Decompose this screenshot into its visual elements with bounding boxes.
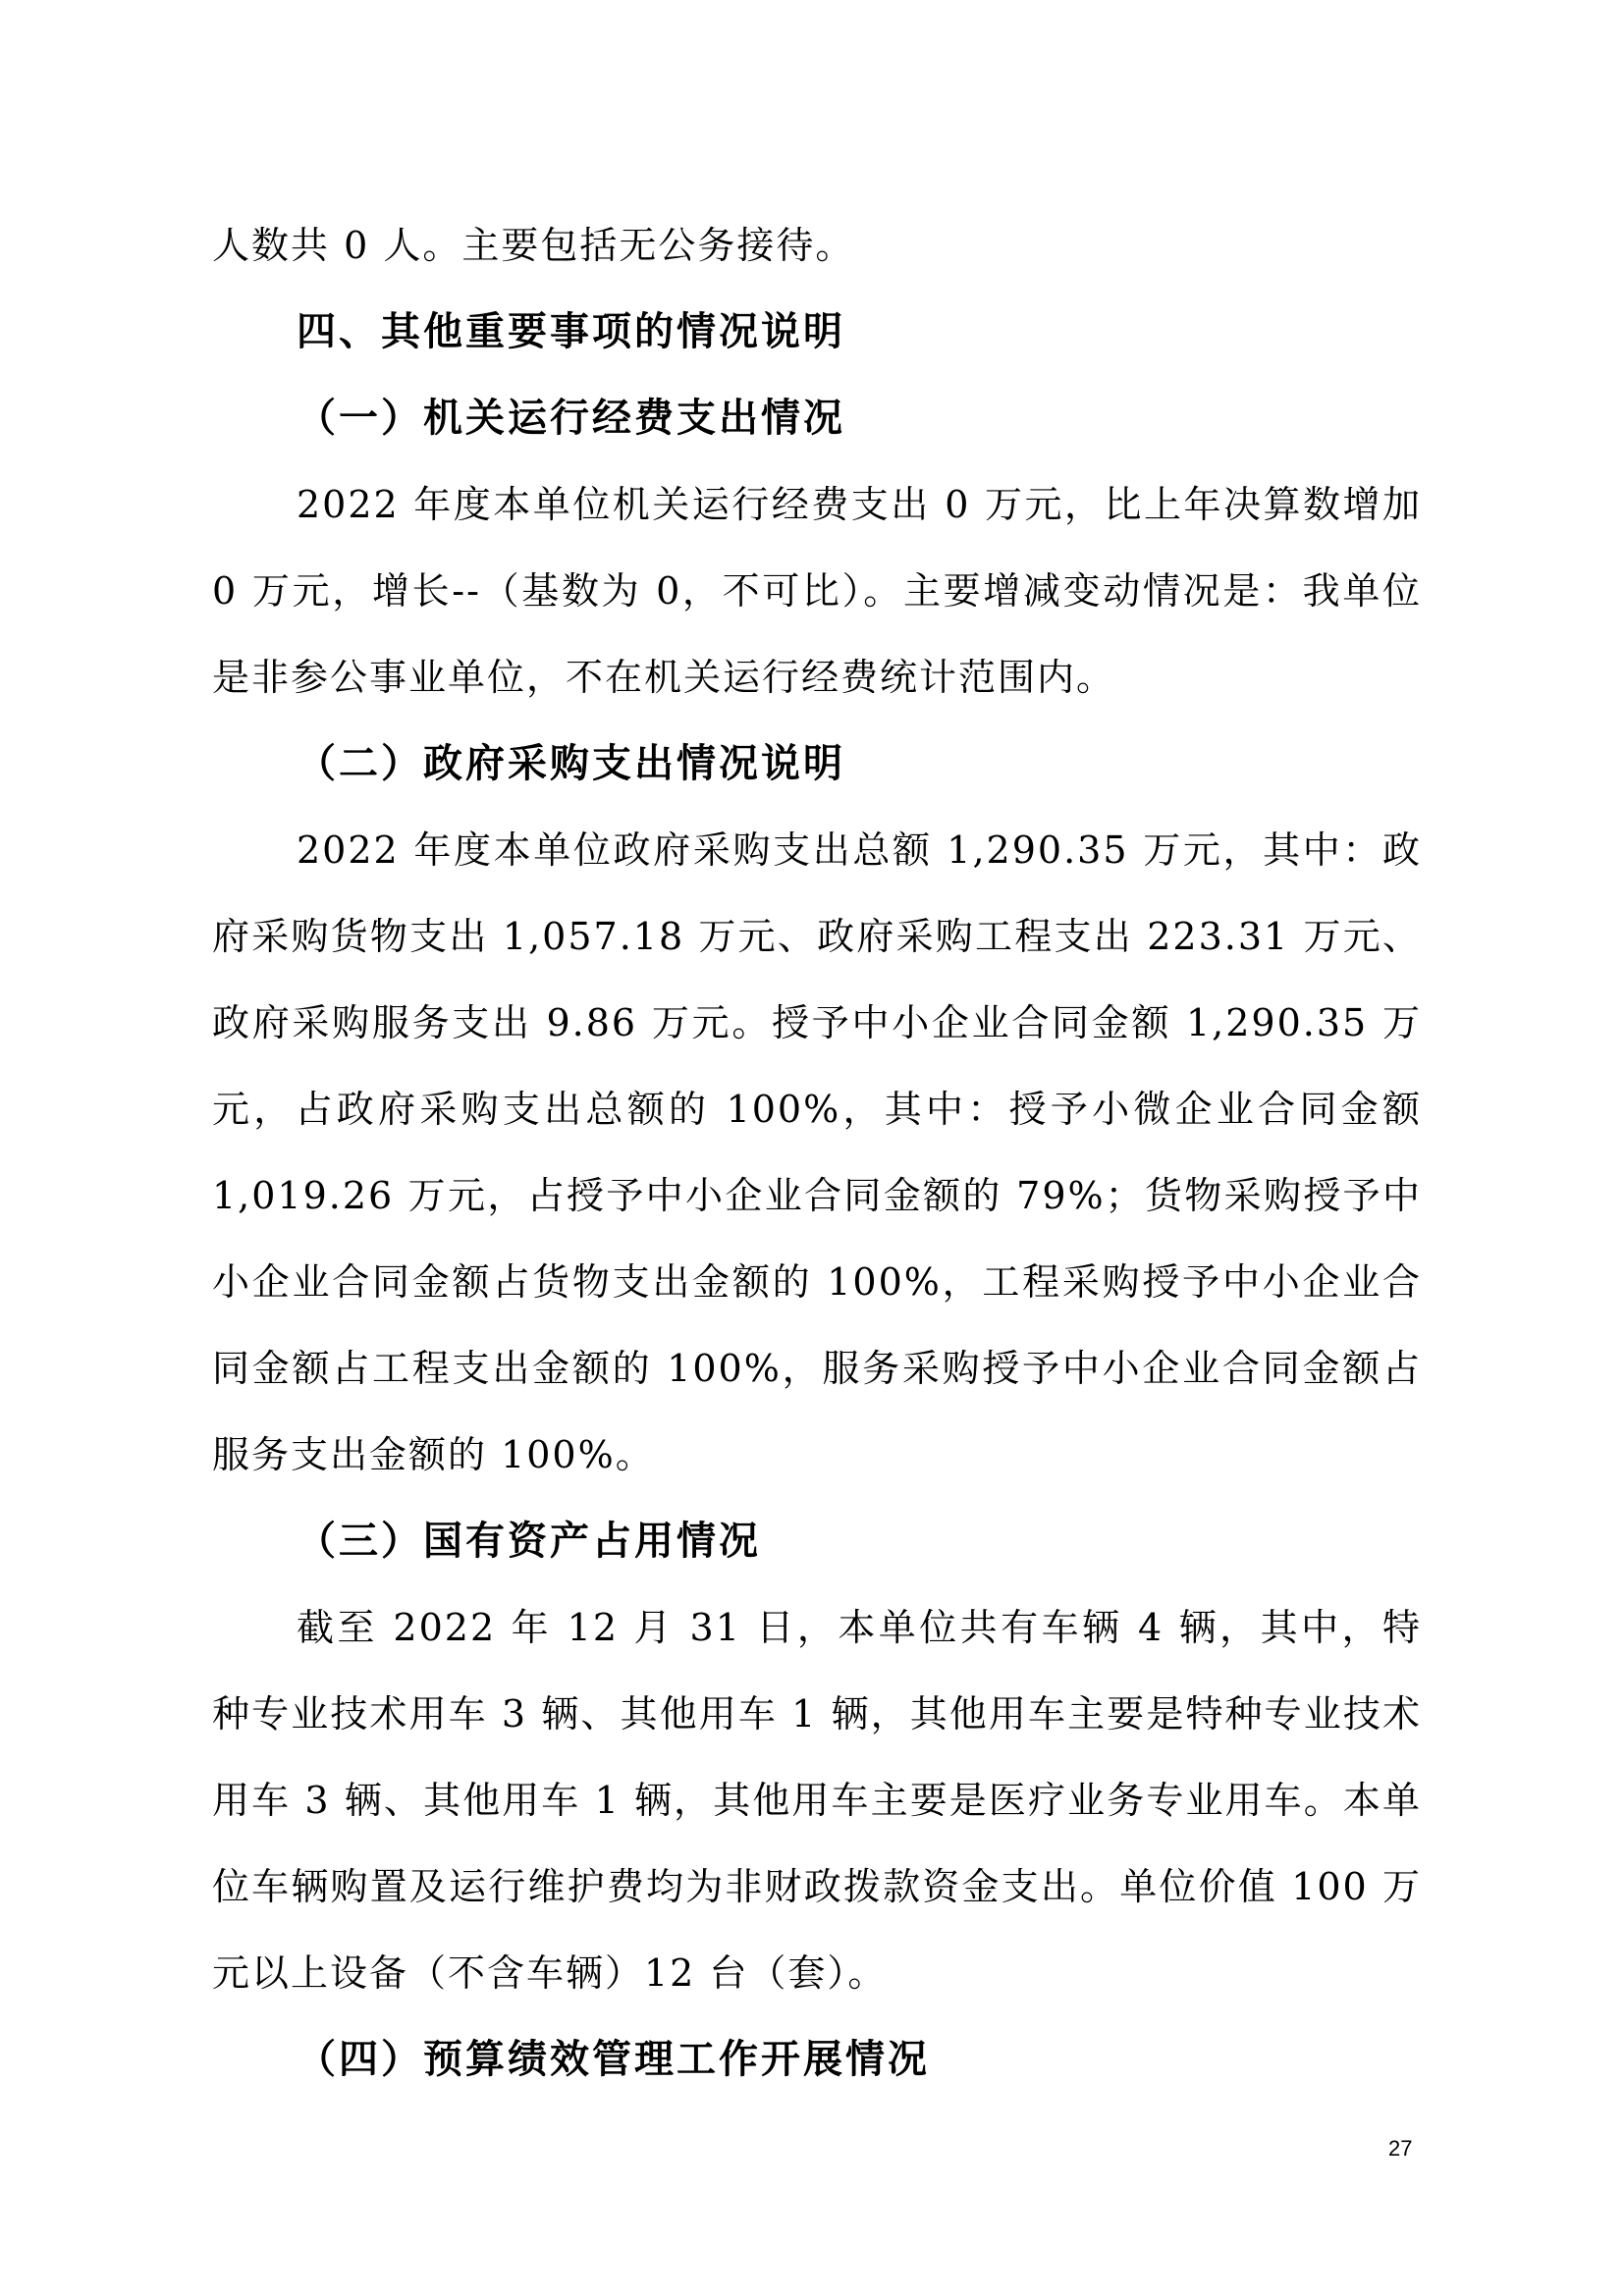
document-body — [212, 202, 1422, 2103]
subsection-heading-procurement: （二）政府采购支出情况说明 — [297, 740, 845, 786]
paragraph-state-assets: 截至 2022 年 12 月 31 日，本单位共有车辆 4 辆，其中，特种专业技术用车 3 辆、其他用车 1 辆，其他用车主要是特种专业技术用车 3 辆、其他用车 1 辆，其他用车主要是医疗业务专业用车。本单位车辆购置及运行维护费均为非财政拨款资金支出。单位价值 100 万元以上设备（不含车辆）12 台（套）。 — [212, 1606, 1422, 1995]
subsection-heading-performance-management: （四）预算绩效管理工作开展情况 — [297, 2036, 930, 2082]
paragraph-operating-expenses: 2022 年度本单位机关运行经费支出 0 万元，比上年决算数增加 0 万元，增长--（基数为 0，不可比）。主要增减变动情况是：我单位是非参公事业单位，不在机关运行经费统计范围内。 — [212, 483, 1422, 699]
subsection-heading-operating-expenses: （一）机关运行经费支出情况 — [297, 395, 845, 441]
paragraph-procurement: 2022 年度本单位政府采购支出总额 1,290.35 万元，其中：政府采购货物支出 1,057.18 万元、政府采购工程支出 223.31 万元、政府采购服务支出 9.86 万元。授予中小企业合同金额 1,290.35 万元，占政府采购支出总额的 100%，其中：授予小微企业合同金额 1,019.26 万元，占授予中小企业合同金额的 79%；货物采购授予中小企业合同金额占货物支出金额的 100%，工程采购授予中小企业合同金额占工程支出金额的 100%，服务采购授予中小企业合同金额占服务支出金额的 100%。 — [212, 828, 1422, 1476]
page-number: 27 — [1388, 2136, 1413, 2161]
paragraph-continuation: 人数共 0 人。主要包括无公务接待。 — [212, 224, 855, 267]
subsection-heading-state-assets: （三）国有资产占用情况 — [297, 1518, 761, 1564]
section-heading-four: 四、其他重要事项的情况说明 — [297, 308, 845, 354]
